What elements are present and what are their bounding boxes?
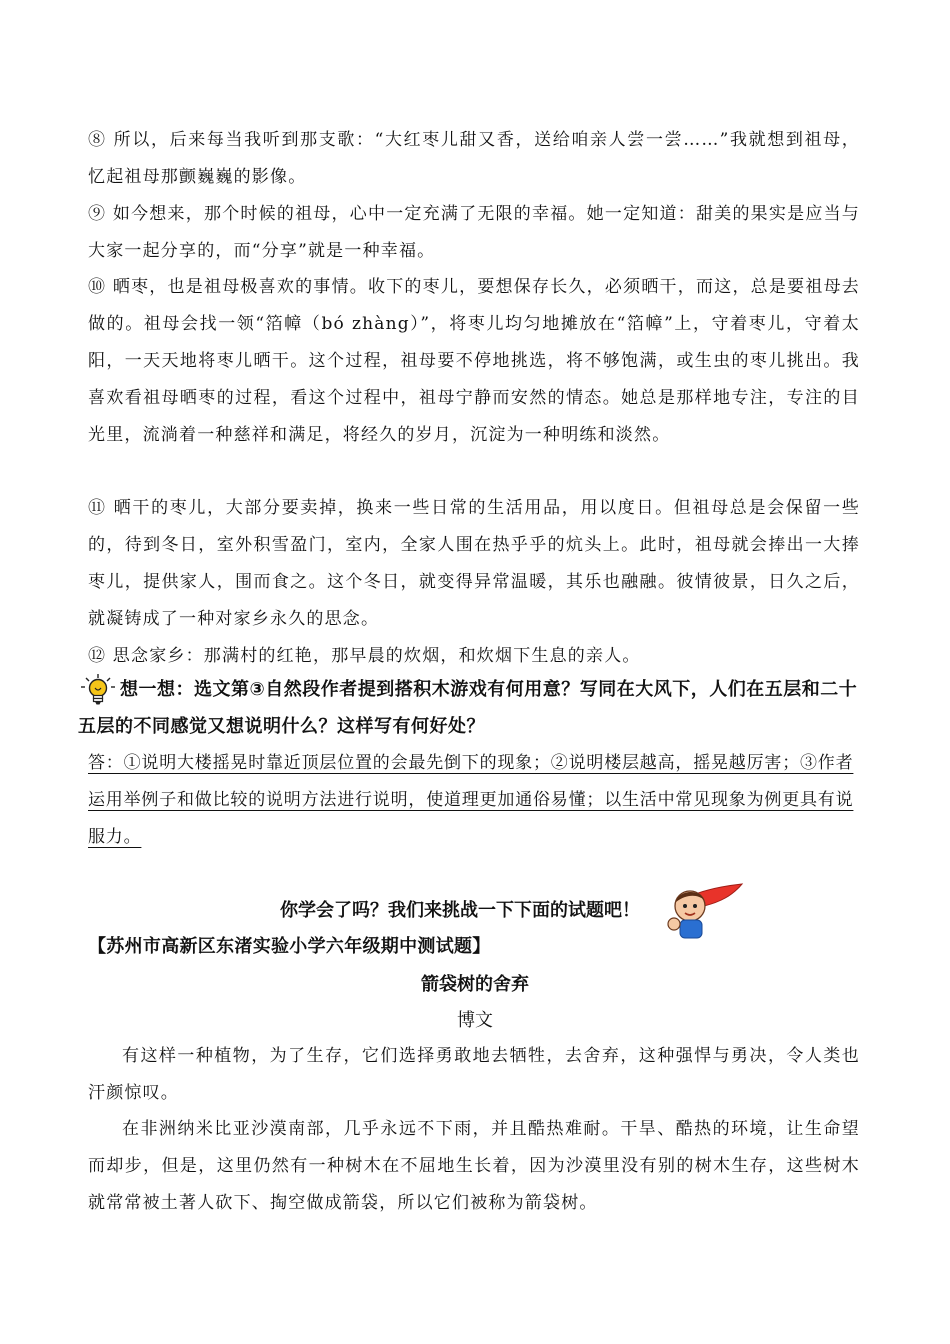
- article-title: 箭袋树的舍弃: [421, 974, 529, 995]
- paragraph-10: ⑩ 晒枣，也是祖母极喜欢的事情。收下的枣儿，要想保存长久，必须晒干，而这，总是要祖母去做的。祖母会找一领“箔幛（bó zhàng）”，将枣儿均匀地摊放在“箔幛”上，守着枣儿，守着太阳，一天天地将枣儿晒干。这个过程，祖母要不停地挑选，将不够饱满，或生虫的枣儿挑出。我喜欢看祖母晒枣的过程，看这个过程中，祖母宁静而安然的情态。她总是那样地专注，专注的目光里，流淌着一种慈祥和满足，将经久的岁月，沉淀为一种明练和淡然。: [88, 277, 860, 445]
- challenge-heading: 你学会了吗？我们来挑战一下下面的试题吧！: [280, 900, 640, 921]
- article-author: 博文: [457, 1010, 493, 1031]
- lightbulb-icon: [78, 673, 118, 707]
- question-text: 想一想：选文第③自然段作者提到搭积木游戏有何用意？写同在大风下，人们在五层和二十五层的不同感觉又想说明什么？这样写有何好处？: [78, 679, 858, 737]
- article-paragraph-2: 在非洲纳米比亚沙漠南部，几乎永远不下雨，并且酷热难耐。干旱、酷热的环境，让生命望而却步，但是，这里仍然有一种树木在不屈地生长着，因为沙漠里没有别的树木生存，这些树木就常常被土著人砍下、掏空做成箭袋，所以它们被称为箭袋树。: [88, 1119, 860, 1213]
- superhero-kid-icon: [660, 880, 744, 944]
- answer-text: 答：①说明大楼摇晃时靠近顶层位置的会最先倒下的现象；②说明楼层越高，摇晃越厉害；③作者运用举例子和做比较的说明方法进行说明，使道理更加通俗易懂；以生活中常见现象为例更具有说服力。: [88, 753, 854, 847]
- think-question: [78, 671, 868, 745]
- paragraph-8: ⑧ 所以，后来每当我听到那支歌：“大红枣儿甜又香，送给咱亲人尝一尝……”我就想到祖母，忆起祖母那颤巍巍的影像。: [88, 130, 860, 187]
- article-paragraph-1: 有这样一种植物，为了生存，它们选择勇敢地去牺牲，去舍弃，这种强悍与勇决，令人类也汗颜惊叹。: [88, 1046, 860, 1103]
- paragraph-12: ⑫ 思念家乡：那满村的红艳，那早晨的炊烟，和炊烟下生息的亲人。: [88, 646, 641, 666]
- paragraph-11: ⑪ 晒干的枣儿，大部分要卖掉，换来一些日常的生活用品，用以度日。但祖母总是会保留一些的，待到冬日，室外积雪盈门，室内，全家人围在热乎乎的炕头上。此时，祖母就会捧出一大捧枣儿，提供家人，围而食之。这个冬日，就变得异常温暖，其乐也融融。彼情彼景，日久之后，就凝铸成了一种对家乡永久的思念。: [88, 498, 860, 629]
- paragraph-9: ⑨ 如今想来，那个时候的祖母，心中一定充满了无限的幸福。她一定知道：甜美的果实是应当与大家一起分享的，而“分享”就是一种幸福。: [88, 204, 860, 261]
- exam-source: 【苏州市高新区东渚实验小学六年级期中测试题】: [88, 936, 491, 957]
